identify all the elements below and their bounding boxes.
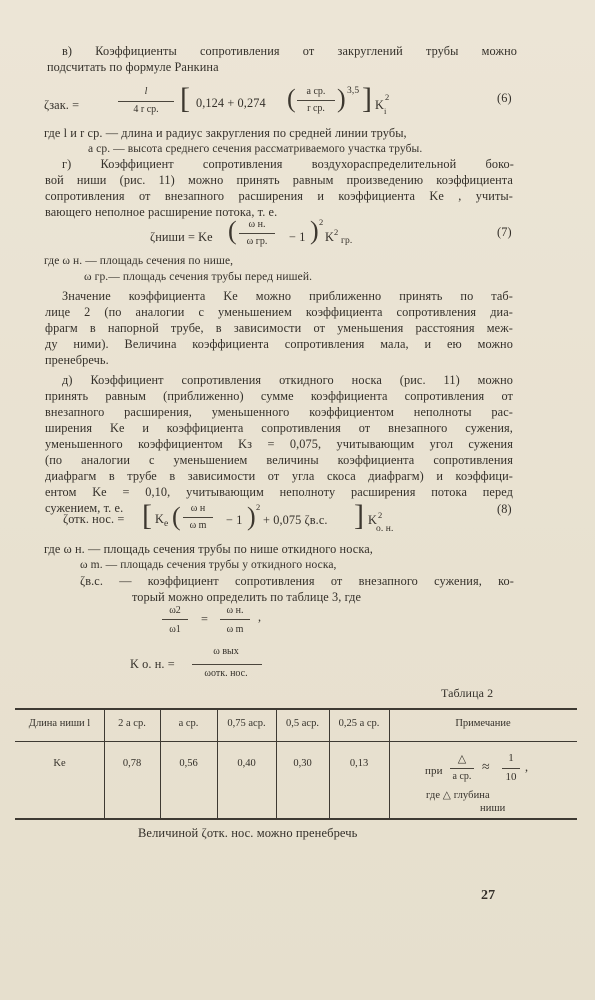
after-table-text: Величиной ζотк. нос. можно пренебречь [138,826,358,840]
eq7-paren-open: ( [228,216,237,245]
table-header-cell: Примечание [455,718,511,729]
eq8-where-1: где ω н. — площадь сечения трубы по нише откидного носка, [44,542,373,556]
paragraph-ke-line-1: Значение коэффициента Kе можно приближенно принять по таб- [62,289,513,303]
paragraph-d-line-1: д) Коэффициент сопротивления откидного носка (рис. 11) можно [62,373,513,387]
eq6-bar [118,101,174,102]
eq8-where-4: торый можно определить по таблице 3, где [132,590,362,604]
eq8-den: ω m [189,520,207,531]
note-bar-1 [450,768,474,769]
eq7-where-2: ω гр.— площадь сечения трубы перед нишей. [84,271,313,283]
eq6-inner-den: r ср. [307,103,325,114]
paragraph-d-line-9: сужением, т. е. [45,501,124,515]
eq7-lhs: ζниши = Kе [150,230,213,244]
table-rule-top [15,708,577,710]
paragraph-v-line-1: в) Коэффициенты сопротивления от закруглений трубы можно [62,44,517,58]
eq8-num: ω н [190,503,206,514]
frac-comma: , [258,610,262,624]
table-row-label: Kе [53,758,66,769]
table-rule-header [15,741,577,742]
table-value-cell: 0,56 [179,758,198,769]
eq6-lhs: ζзак. = [44,98,80,112]
eq6-inner-bar [297,100,335,101]
eq6-bracket-open: [ [180,82,190,115]
note-pri: при [425,765,443,777]
paragraph-g-line-3: сопротивления от внезапного расширения и коэффициента Kе , учиты- [45,189,513,203]
eq8-plus: + 0,075 ζв.с. [263,513,328,527]
paragraph-g-line-1: г) Коэффициент сопротивления воздухораспределительной боко- [62,157,514,171]
eq6-k-sub: i [384,106,387,116]
note-comma: , [525,760,529,774]
eq6-paren-close: ) [337,84,346,113]
eq8-paren-open: ( [172,502,181,531]
paragraph-ke-line-5: пренебречь. [45,353,109,367]
note-bar-2 [502,768,520,769]
eq8-bracket-open: [ [142,499,152,532]
eq8-where-3: ζв.с. — коэффициент сопротивления от внезапного сужения, ко- [80,574,514,588]
eq6-paren-open: ( [287,84,296,113]
eq7-k: K [325,230,334,244]
eq8-number: (8) [497,502,512,516]
eq7-k-sup: 2 [334,227,339,237]
eq6-num: l [144,86,148,97]
paragraph-ke-line-2: лице 2 (по аналогии с уменьшением коэффициента сопротивления диа- [45,305,513,319]
table-header-cell: 0,5 aср. [286,718,319,729]
eq6-exp: 3,5 [347,86,360,96]
paragraph-ke-line-3: фрагм в напорной трубе, в зависимости от уменьшения расстояния меж- [45,321,513,335]
eq7-den: ω гр. [246,236,268,247]
table-header-cell: Длина ниши l [28,718,91,729]
eq7-sup: 2 [319,217,324,227]
eq8-sup: 2 [256,502,261,512]
frac1-num: ω2 [169,605,181,616]
eq7-k-sub: гр. [341,236,353,246]
table-value-cell: 0,40 [237,758,256,769]
eq8-tail: − 1 [226,513,243,527]
table-header-cell: 2 a ср. [118,718,146,729]
note-approx: ≈ [482,760,490,775]
k-on-bar [192,664,262,665]
frac-equals: = [201,612,209,626]
table-caption: Таблица 2 [441,686,494,700]
frac2-num: ω н. [226,605,244,616]
frac1-bar [162,619,188,620]
frac1-den: ω1 [169,624,181,635]
paragraph-d-line-4: ширения Kе и коэффициента сопротивления от внезапного сужения, [45,421,513,435]
eq8-paren-close: ) [247,502,256,531]
k-on-lhs: K о. н. = [130,657,175,671]
table-header-cell: a ср. [178,718,199,729]
k-on-den: ωотк. нос. [204,668,248,679]
table-value-cell: 0,78 [122,758,142,769]
note-den: a ср. [452,771,472,782]
paragraph-ke-line-4: ду ними). Величина коэффициента сопротивления мала, и ею можно [45,337,513,351]
eq7-num: ω н. [248,219,266,230]
eq8-k-sub: е [164,519,169,529]
eq8-kk: K [368,513,377,527]
eq6-where-2: a ср. — высота среднего сечения рассматриваемого участка трубы. [88,143,423,155]
eq6-inner-num: a ср. [306,86,326,97]
eq6-number: (6) [497,91,512,105]
eq7-paren-close: ) [310,216,319,245]
table-header-cell: 0,75 aср. [227,718,266,729]
k-on-num: ω вых [213,646,239,657]
eq6-den: 4 r ср. [133,104,159,115]
eq7-number: (7) [497,225,512,239]
eq8-kk-sub: о. н. [376,524,394,534]
eq8-where-2: ω m. — площадь сечения трубы у откидного носка, [80,559,337,571]
note-ten: 10 [505,771,517,783]
eq8-bracket-close: ] [354,499,364,532]
eq8-k: K [155,512,164,526]
eq6-where-1: где l и r ср. — длина и радиус закругления по средней линии трубы, [44,126,407,140]
note-one: 1 [508,752,514,764]
table-value-cell: 0,30 [293,758,312,769]
paragraph-d-line-8: ентом Kе = 0,10, учитывающим неполноту расширения потока перед [45,485,513,499]
page-number: 27 [481,888,496,903]
paragraph-d-line-3: внезапного расширения, уменьшенного коэффициентом неполноты рас- [45,405,513,419]
note-line-2: где △ глубина [426,790,490,801]
frac2-den: ω m [226,624,244,635]
eq8-bar [183,517,213,518]
paragraph-d-line-6: (по аналогии с уменьшением величины коэффициента сопротивления [45,453,513,467]
eq6-mid: 0,124 + 0,274 [196,96,266,110]
eq6-k-sup: 2 [385,92,390,102]
paragraph-d-line-7: диафрагм в трубе в зависимости от угла скоса диафрагм) и коэффици- [45,469,513,483]
paragraph-d-line-2: принять равным (приближенно) сумме коэффициента сопротивления от [45,389,513,403]
paragraph-g-line-2: вой ниши (рис. 11) можно принять равным произведению коэффициента [45,173,513,187]
frac2-bar [220,619,250,620]
note-line-3: ниши [480,803,506,814]
note-delta: △ [457,753,467,765]
eq8-lhs: ζотк. нос. = [63,512,125,526]
eq6-bracket-close: ] [362,82,372,115]
eq8-kk-sup: 2 [378,510,383,520]
eq6-k: K [375,98,384,112]
table-header-cell: 0,25 a ср. [338,718,380,729]
paragraph-d-line-5: уменьшенного коэффициентом Kз = 0,075, учитывающим угол сужения [45,437,513,451]
eq7-where-1: где ω н. — площадь сечения по нише, [44,255,234,267]
paragraph-g-line-4: вающего неполное расширение потока, т. е. [45,205,278,219]
eq7-bar [239,233,275,234]
table-value-cell: 0,13 [349,758,369,769]
paragraph-v-line-2: подсчитать по формуле Ранкина [47,60,219,74]
table-rule-bottom [15,818,577,820]
eq7-tail: − 1 [289,230,306,244]
